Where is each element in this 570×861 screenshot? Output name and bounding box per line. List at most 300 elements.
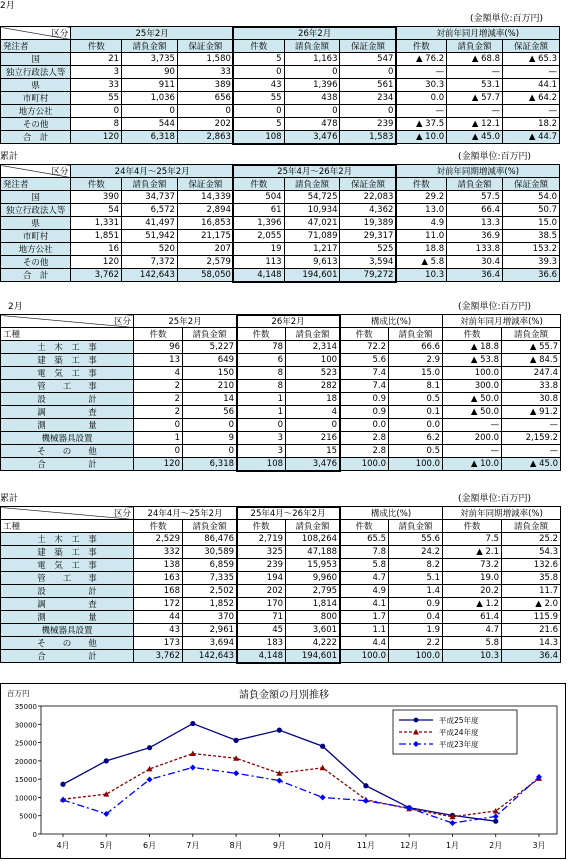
cell: 55.6: [389, 533, 443, 546]
cell: 36.9: [447, 230, 503, 243]
hdr-owner: 発注者: [1, 40, 71, 53]
cell: 523: [286, 367, 340, 380]
cell: ▲ 37.5: [396, 118, 447, 131]
cell: 66.6: [389, 341, 443, 354]
x-tick-label: 2月: [489, 841, 503, 850]
cell: ▲ 12.1: [447, 118, 503, 131]
row-label: 建 築 工 事: [1, 546, 134, 559]
cell: —: [396, 105, 447, 118]
cell: 3: [71, 66, 122, 79]
row-label: その他: [1, 256, 71, 269]
cell: 51,942: [122, 230, 178, 243]
cell: 0: [183, 445, 237, 458]
total-cell: 6,318: [183, 458, 237, 471]
cell: 4: [134, 367, 183, 380]
cell: 7.4: [340, 380, 389, 393]
cell: 4.9: [396, 217, 447, 230]
cell: 7,335: [183, 572, 237, 585]
cell: 0.9: [340, 393, 389, 406]
header-row: [1, 315, 561, 328]
cell: 1: [237, 406, 286, 419]
period-header: 25年2月: [71, 27, 234, 40]
column-header: 件数: [340, 520, 389, 533]
cell: 14,339: [177, 191, 233, 204]
column-header: 請負金額: [286, 328, 340, 341]
cell: 0: [183, 419, 237, 432]
cell: 234: [340, 92, 396, 105]
row-label: 調 査: [1, 598, 134, 611]
table-row: [1, 53, 560, 66]
table-row: [1, 217, 560, 230]
cell: 0: [340, 66, 396, 79]
cell: 7.4: [340, 367, 389, 380]
cell: 170: [237, 598, 286, 611]
row-label: 地方公社: [1, 243, 71, 256]
table-row: [1, 341, 561, 354]
cell: 172: [134, 598, 183, 611]
cell: 1.7: [340, 611, 389, 624]
column-header: 請負金額: [447, 178, 503, 191]
cell: —: [396, 66, 447, 79]
cell: 0.5: [389, 445, 443, 458]
period-header: 24年4月～25年2月: [71, 165, 234, 178]
total-cell: ▲ 45.0: [447, 131, 503, 144]
cell: 53.1: [447, 79, 503, 92]
period-header: 構成比(%): [340, 315, 443, 328]
cell: ▲ 65.3: [503, 53, 560, 66]
row-label: 国: [1, 191, 71, 204]
corner-cell: [1, 27, 71, 40]
row-label: 管 工 事: [1, 572, 134, 585]
table-row: [1, 572, 561, 585]
cell: 66.4: [447, 204, 503, 217]
cell: 61.4: [443, 611, 502, 624]
row-label: 市町村: [1, 92, 71, 105]
cell: ▲ 84.5: [502, 354, 561, 367]
table-row: [1, 118, 560, 131]
cell: 1,814: [286, 598, 340, 611]
cell: 239: [340, 118, 396, 131]
data-point: [449, 820, 455, 826]
cell: 56: [183, 406, 237, 419]
y-tick-label: 30000: [14, 721, 37, 730]
cell: 38.5: [503, 230, 560, 243]
total-cell: 36.4: [447, 269, 503, 282]
column-header: 請負金額: [502, 328, 561, 341]
x-tick-label: 10月: [313, 841, 332, 850]
section3-unit: (金額単位:百万円): [458, 302, 532, 312]
cell: 19.0: [443, 572, 502, 585]
cell: —: [502, 445, 561, 458]
column-header: 請負金額: [389, 520, 443, 533]
legend-label: 平成23年度: [439, 740, 479, 749]
total-cell: 2,863: [177, 131, 233, 144]
cell: 90: [122, 66, 178, 79]
cell: 24.2: [389, 546, 443, 559]
cell: 15,953: [286, 559, 340, 572]
cell: 100.0: [443, 367, 502, 380]
cell: 4.9: [340, 585, 389, 598]
x-tick-label: 6月: [142, 841, 157, 850]
row-label: 電 気 工 事: [1, 367, 134, 380]
cell: 78: [237, 341, 286, 354]
period-header: 26年2月: [233, 27, 396, 40]
cell: 183: [237, 637, 286, 650]
cell: 525: [340, 243, 396, 256]
row-label: 独立行政法人等: [1, 66, 71, 79]
cell: 0: [286, 419, 340, 432]
row-label: 国: [1, 53, 71, 66]
column-header: 請負金額: [284, 40, 340, 53]
cell: 15: [286, 445, 340, 458]
cell: ▲ 91.2: [502, 406, 561, 419]
column-header: 保証金額: [503, 178, 560, 191]
cell: 0.9: [389, 598, 443, 611]
column-header: 件数: [233, 178, 284, 191]
cell: ▲ 5.8: [396, 256, 447, 269]
cell: 153.2: [503, 243, 560, 256]
cell: 2,314: [286, 341, 340, 354]
cell: 3,594: [340, 256, 396, 269]
cell: 45: [237, 624, 286, 637]
cell: 6,859: [183, 559, 237, 572]
header-row: [1, 328, 561, 341]
cell: 33.8: [502, 380, 561, 393]
cell: 0: [134, 445, 183, 458]
cell: 73.2: [443, 559, 502, 572]
cell: 113: [233, 256, 284, 269]
cell: 3: [237, 445, 286, 458]
cell: 55: [233, 92, 284, 105]
cell: —: [443, 419, 502, 432]
column-header: 請負金額: [122, 40, 178, 53]
section4-unit: (金額単位:百万円): [458, 494, 532, 504]
series-line-2: [63, 767, 539, 823]
x-tick-label: 4月: [56, 841, 70, 850]
cell: 7.8: [340, 546, 389, 559]
cell: 34,737: [122, 191, 178, 204]
cell: 4: [286, 406, 340, 419]
table-row: [1, 419, 561, 432]
cell: —: [447, 66, 503, 79]
section1-label: 2月: [0, 1, 15, 11]
cell: 30,589: [183, 546, 237, 559]
table-row: [1, 624, 561, 637]
x-tick-label: 3月: [532, 841, 546, 850]
cell: 39.3: [503, 256, 560, 269]
cell: 544: [122, 118, 178, 131]
column-header: 件数: [237, 520, 286, 533]
cell: ▲ 1.2: [443, 598, 502, 611]
table-row: [1, 559, 561, 572]
row-label: そ の 他: [1, 445, 134, 458]
cell: 247.4: [502, 367, 561, 380]
cell: 54.3: [502, 546, 561, 559]
cell: 649: [183, 354, 237, 367]
cell: 138: [134, 559, 183, 572]
cell: ▲ 2.1: [443, 546, 502, 559]
cell: 8: [237, 380, 286, 393]
cell: 47,188: [286, 546, 340, 559]
cell: 11.7: [502, 585, 561, 598]
cell: 10,934: [284, 204, 340, 217]
column-header: 請負金額: [447, 40, 503, 53]
cell: 3: [237, 432, 286, 445]
cell: 18: [286, 393, 340, 406]
row-label: そ の 他: [1, 637, 134, 650]
column-header: 件数: [237, 328, 286, 341]
total-cell: 1,583: [340, 131, 396, 144]
cell: 1: [237, 393, 286, 406]
y-tick-label: 5000: [19, 812, 37, 821]
total-row: [1, 650, 561, 663]
cell: 54.0: [503, 191, 560, 204]
period-header: 対前年同月増減率(%): [396, 27, 560, 40]
cell: 54: [71, 204, 122, 217]
cell: 7.5: [443, 533, 502, 546]
total-cell: 4,148: [233, 269, 284, 282]
hdr-kubun: 区分: [51, 29, 69, 39]
table-by-worktype-cumulative: [0, 506, 561, 663]
column-header: 請負金額: [122, 178, 178, 191]
total-cell: 3,762: [134, 650, 183, 663]
cell: 390: [71, 191, 122, 204]
total-cell: 10.3: [443, 650, 502, 663]
column-header: 請負金額: [286, 520, 340, 533]
column-header: 件数: [340, 328, 389, 341]
cell: 2.8: [340, 432, 389, 445]
header-row: [1, 40, 560, 53]
total-row: [1, 269, 560, 282]
data-point: [147, 777, 153, 783]
cell: 14.3: [502, 637, 561, 650]
cell: 96: [134, 341, 183, 354]
cell: 478: [284, 118, 340, 131]
cell: 0: [134, 419, 183, 432]
cell: ▲ 2.0: [502, 598, 561, 611]
cell: 194: [237, 572, 286, 585]
row-label: その他: [1, 118, 71, 131]
column-header: 保証金額: [177, 40, 233, 53]
section4-label: 累計: [0, 494, 19, 504]
chart-svg: [1, 684, 567, 860]
cell: 0: [233, 105, 284, 118]
row-label: 測 量: [1, 419, 134, 432]
cell: 2,502: [183, 585, 237, 598]
cell: ▲ 53.8: [443, 354, 502, 367]
cell: 239: [237, 559, 286, 572]
cell: 1,036: [122, 92, 178, 105]
cell: 61: [233, 204, 284, 217]
cell: 911: [122, 79, 178, 92]
cell: 5: [233, 118, 284, 131]
total-cell: 120: [71, 131, 122, 144]
table-row: [1, 256, 560, 269]
cell: 163: [134, 572, 183, 585]
table-row: [1, 585, 561, 598]
monthly-contract-chart: [0, 683, 566, 859]
total-row: [1, 458, 561, 471]
data-point: [60, 782, 65, 787]
cell: 57.5: [447, 191, 503, 204]
cell: 30.4: [447, 256, 503, 269]
total-cell: 142,643: [122, 269, 178, 282]
total-cell: 100.0: [340, 458, 389, 471]
cell: 29.2: [396, 191, 447, 204]
cell: 1,396: [284, 79, 340, 92]
cell: 1,217: [284, 243, 340, 256]
cell: 1.1: [340, 624, 389, 637]
cell: 33: [71, 79, 122, 92]
cell: 150: [183, 367, 237, 380]
cell: 14: [183, 393, 237, 406]
cell: ▲ 64.2: [503, 92, 560, 105]
period-header: 26年2月: [237, 315, 340, 328]
cell: 800: [286, 611, 340, 624]
row-label: 県: [1, 217, 71, 230]
total-label: 合 計: [1, 458, 134, 471]
cell: 15.0: [389, 367, 443, 380]
cell: 547: [340, 53, 396, 66]
cell: 33: [177, 66, 233, 79]
section1-unit: (金額単位:百万円): [470, 14, 544, 24]
cell: 0: [177, 105, 233, 118]
cell: 55: [71, 92, 122, 105]
total-cell: 120: [134, 458, 183, 471]
cell: 7,372: [122, 256, 178, 269]
cell: 18.8: [396, 243, 447, 256]
total-cell: 36.6: [503, 269, 560, 282]
data-point: [104, 758, 109, 763]
cell: 0.1: [389, 406, 443, 419]
cell: —: [503, 66, 560, 79]
x-tick-label: 7月: [186, 841, 200, 850]
total-cell: 4,148: [237, 650, 286, 663]
cell: 86,476: [183, 533, 237, 546]
cell: —: [503, 105, 560, 118]
legend-marker: [414, 718, 419, 723]
cell: ▲ 57.7: [447, 92, 503, 105]
row-label: 土 木 工 事: [1, 533, 134, 546]
cell: 19: [233, 243, 284, 256]
cell: 2: [134, 406, 183, 419]
cell: 115.9: [502, 611, 561, 624]
legend-label: 平成25年度: [439, 716, 479, 725]
total-label: 合 計: [1, 269, 71, 282]
total-cell: ▲ 45.0: [502, 458, 561, 471]
cell: 2: [134, 380, 183, 393]
cell: 1.4: [389, 585, 443, 598]
cell: 2,719: [237, 533, 286, 546]
cell: 370: [183, 611, 237, 624]
total-cell: 3,762: [71, 269, 122, 282]
total-cell: 79,272: [340, 269, 396, 282]
cell: 2,961: [183, 624, 237, 637]
section2-label: 累計: [0, 152, 19, 162]
column-header: 件数: [71, 178, 122, 191]
cell: —: [502, 419, 561, 432]
row-label: 設 計: [1, 393, 134, 406]
cell: 21,175: [177, 230, 233, 243]
hdr-work: 工種: [1, 520, 134, 533]
table-row: [1, 445, 561, 458]
cell: ▲ 18.8: [443, 341, 502, 354]
hdr-kubun: 区分: [51, 167, 69, 177]
column-header: 保証金額: [177, 178, 233, 191]
table-row: [1, 230, 560, 243]
cell: 0.4: [389, 611, 443, 624]
row-label: 設 計: [1, 585, 134, 598]
period-header: 対前年同期増減率(%): [396, 165, 560, 178]
header-row: [1, 178, 560, 191]
cell: 54,725: [284, 191, 340, 204]
cell: 16: [71, 243, 122, 256]
cell: 168: [134, 585, 183, 598]
table-row: [1, 611, 561, 624]
data-point: [363, 798, 369, 804]
cell: 0: [71, 105, 122, 118]
cell: 3,735: [122, 53, 178, 66]
total-cell: 100.0: [340, 650, 389, 663]
cell: 43: [134, 624, 183, 637]
chart-title: 請負金額の月別推移: [239, 690, 329, 701]
cell: 2,529: [134, 533, 183, 546]
y-tick-label: 0: [32, 831, 37, 839]
x-tick-label: 1月: [445, 841, 460, 850]
cell: 9: [183, 432, 237, 445]
cell: ▲ 50.0: [443, 393, 502, 406]
row-label: 機械器具設置: [1, 432, 134, 445]
column-header: 保証金額: [503, 40, 560, 53]
column-header: 件数: [443, 520, 502, 533]
cell: 2,055: [233, 230, 284, 243]
cell: 520: [122, 243, 178, 256]
cell: 173: [134, 637, 183, 650]
cell: 13.0: [396, 204, 447, 217]
x-tick-label: 12月: [400, 841, 419, 850]
table-row: [1, 432, 561, 445]
cell: 1,851: [71, 230, 122, 243]
column-header: 件数: [134, 520, 183, 533]
y-tick-label: 10000: [14, 794, 37, 803]
cell: 120: [71, 256, 122, 269]
cell: —: [443, 445, 502, 458]
cell: 18.2: [503, 118, 560, 131]
table-row: [1, 66, 560, 79]
total-label: 合 計: [1, 650, 134, 663]
section3-label: 2月: [8, 302, 23, 312]
cell: 300.0: [443, 380, 502, 393]
cell: 0: [233, 66, 284, 79]
cell: 15.0: [503, 217, 560, 230]
period-header: 対前年同期増減率(%): [443, 507, 561, 520]
cell: 44.1: [503, 79, 560, 92]
cell: 8.1: [389, 380, 443, 393]
period-header: 対前年同月増減率(%): [443, 315, 561, 328]
cell: 21.6: [502, 624, 561, 637]
cell: ▲ 76.2: [396, 53, 447, 66]
cell: 100: [286, 354, 340, 367]
cell: 132.6: [502, 559, 561, 572]
cell: 20.2: [443, 585, 502, 598]
column-header: 件数: [396, 178, 447, 191]
cell: 71: [237, 611, 286, 624]
row-label: 電 気 工 事: [1, 559, 134, 572]
y-tick-label: 35000: [14, 703, 37, 711]
total-cell: 100.0: [389, 650, 443, 663]
cell: 47,021: [284, 217, 340, 230]
cell: 2.9: [389, 354, 443, 367]
